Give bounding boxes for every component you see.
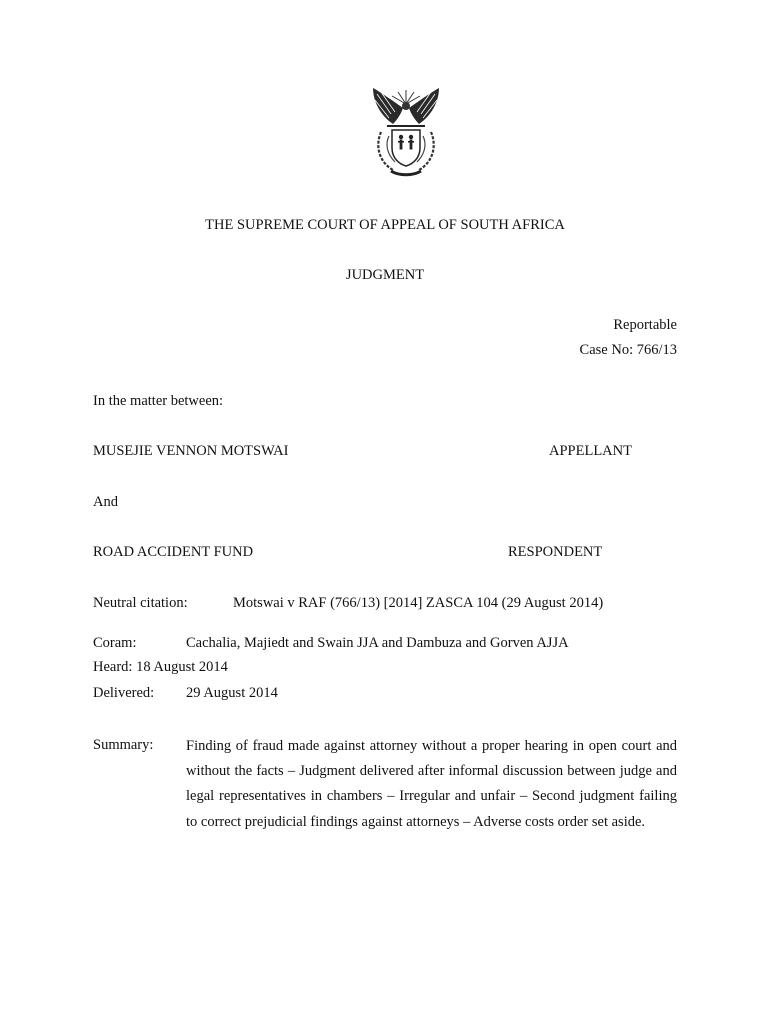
respondent-role: RESPONDENT bbox=[508, 544, 603, 560]
appellant-name: MUSEJIE VENNON MOTSWAI bbox=[93, 443, 289, 459]
neutral-citation-value: Motswai v RAF (766/13) [2014] ZASCA 104 (29 August 2014) bbox=[233, 595, 604, 611]
summary-text: Finding of fraud made against attorney without a proper hearing in open court and without the facts – Judgment delivered after informal discussion between judge and legal representatives in chambers – Irregular and unfair – Second judgment failing to correct prejudicial findings against attorneys – Adverse costs order set aside. bbox=[186, 738, 677, 830]
heard-date: Heard: 18 August 2014 bbox=[93, 659, 228, 675]
court-title: THE SUPREME COURT OF APPEAL OF SOUTH AFRICA bbox=[205, 217, 565, 233]
summary-label: Summary: bbox=[93, 737, 154, 753]
coram-value: Cachalia, Majiedt and Swain JJA and Dambuza and Gorven AJJA bbox=[186, 635, 569, 651]
appellant-role: APPELLANT bbox=[549, 443, 632, 459]
document-type-heading: JUDGMENT bbox=[345, 267, 425, 283]
parties-intro: In the matter between: bbox=[93, 393, 224, 409]
case-number: Case No: 766/13 bbox=[579, 342, 677, 358]
delivered-label: Delivered: bbox=[93, 685, 155, 701]
reportable-label: Reportable bbox=[613, 317, 677, 333]
neutral-citation-label: Neutral citation: bbox=[93, 595, 188, 611]
coat-of-arms-emblem bbox=[367, 84, 445, 178]
and-connector: And bbox=[93, 494, 118, 510]
coram-label: Coram: bbox=[93, 635, 137, 651]
respondent-name: ROAD ACCIDENT FUND bbox=[93, 544, 254, 560]
delivered-value: 29 August 2014 bbox=[186, 685, 278, 701]
